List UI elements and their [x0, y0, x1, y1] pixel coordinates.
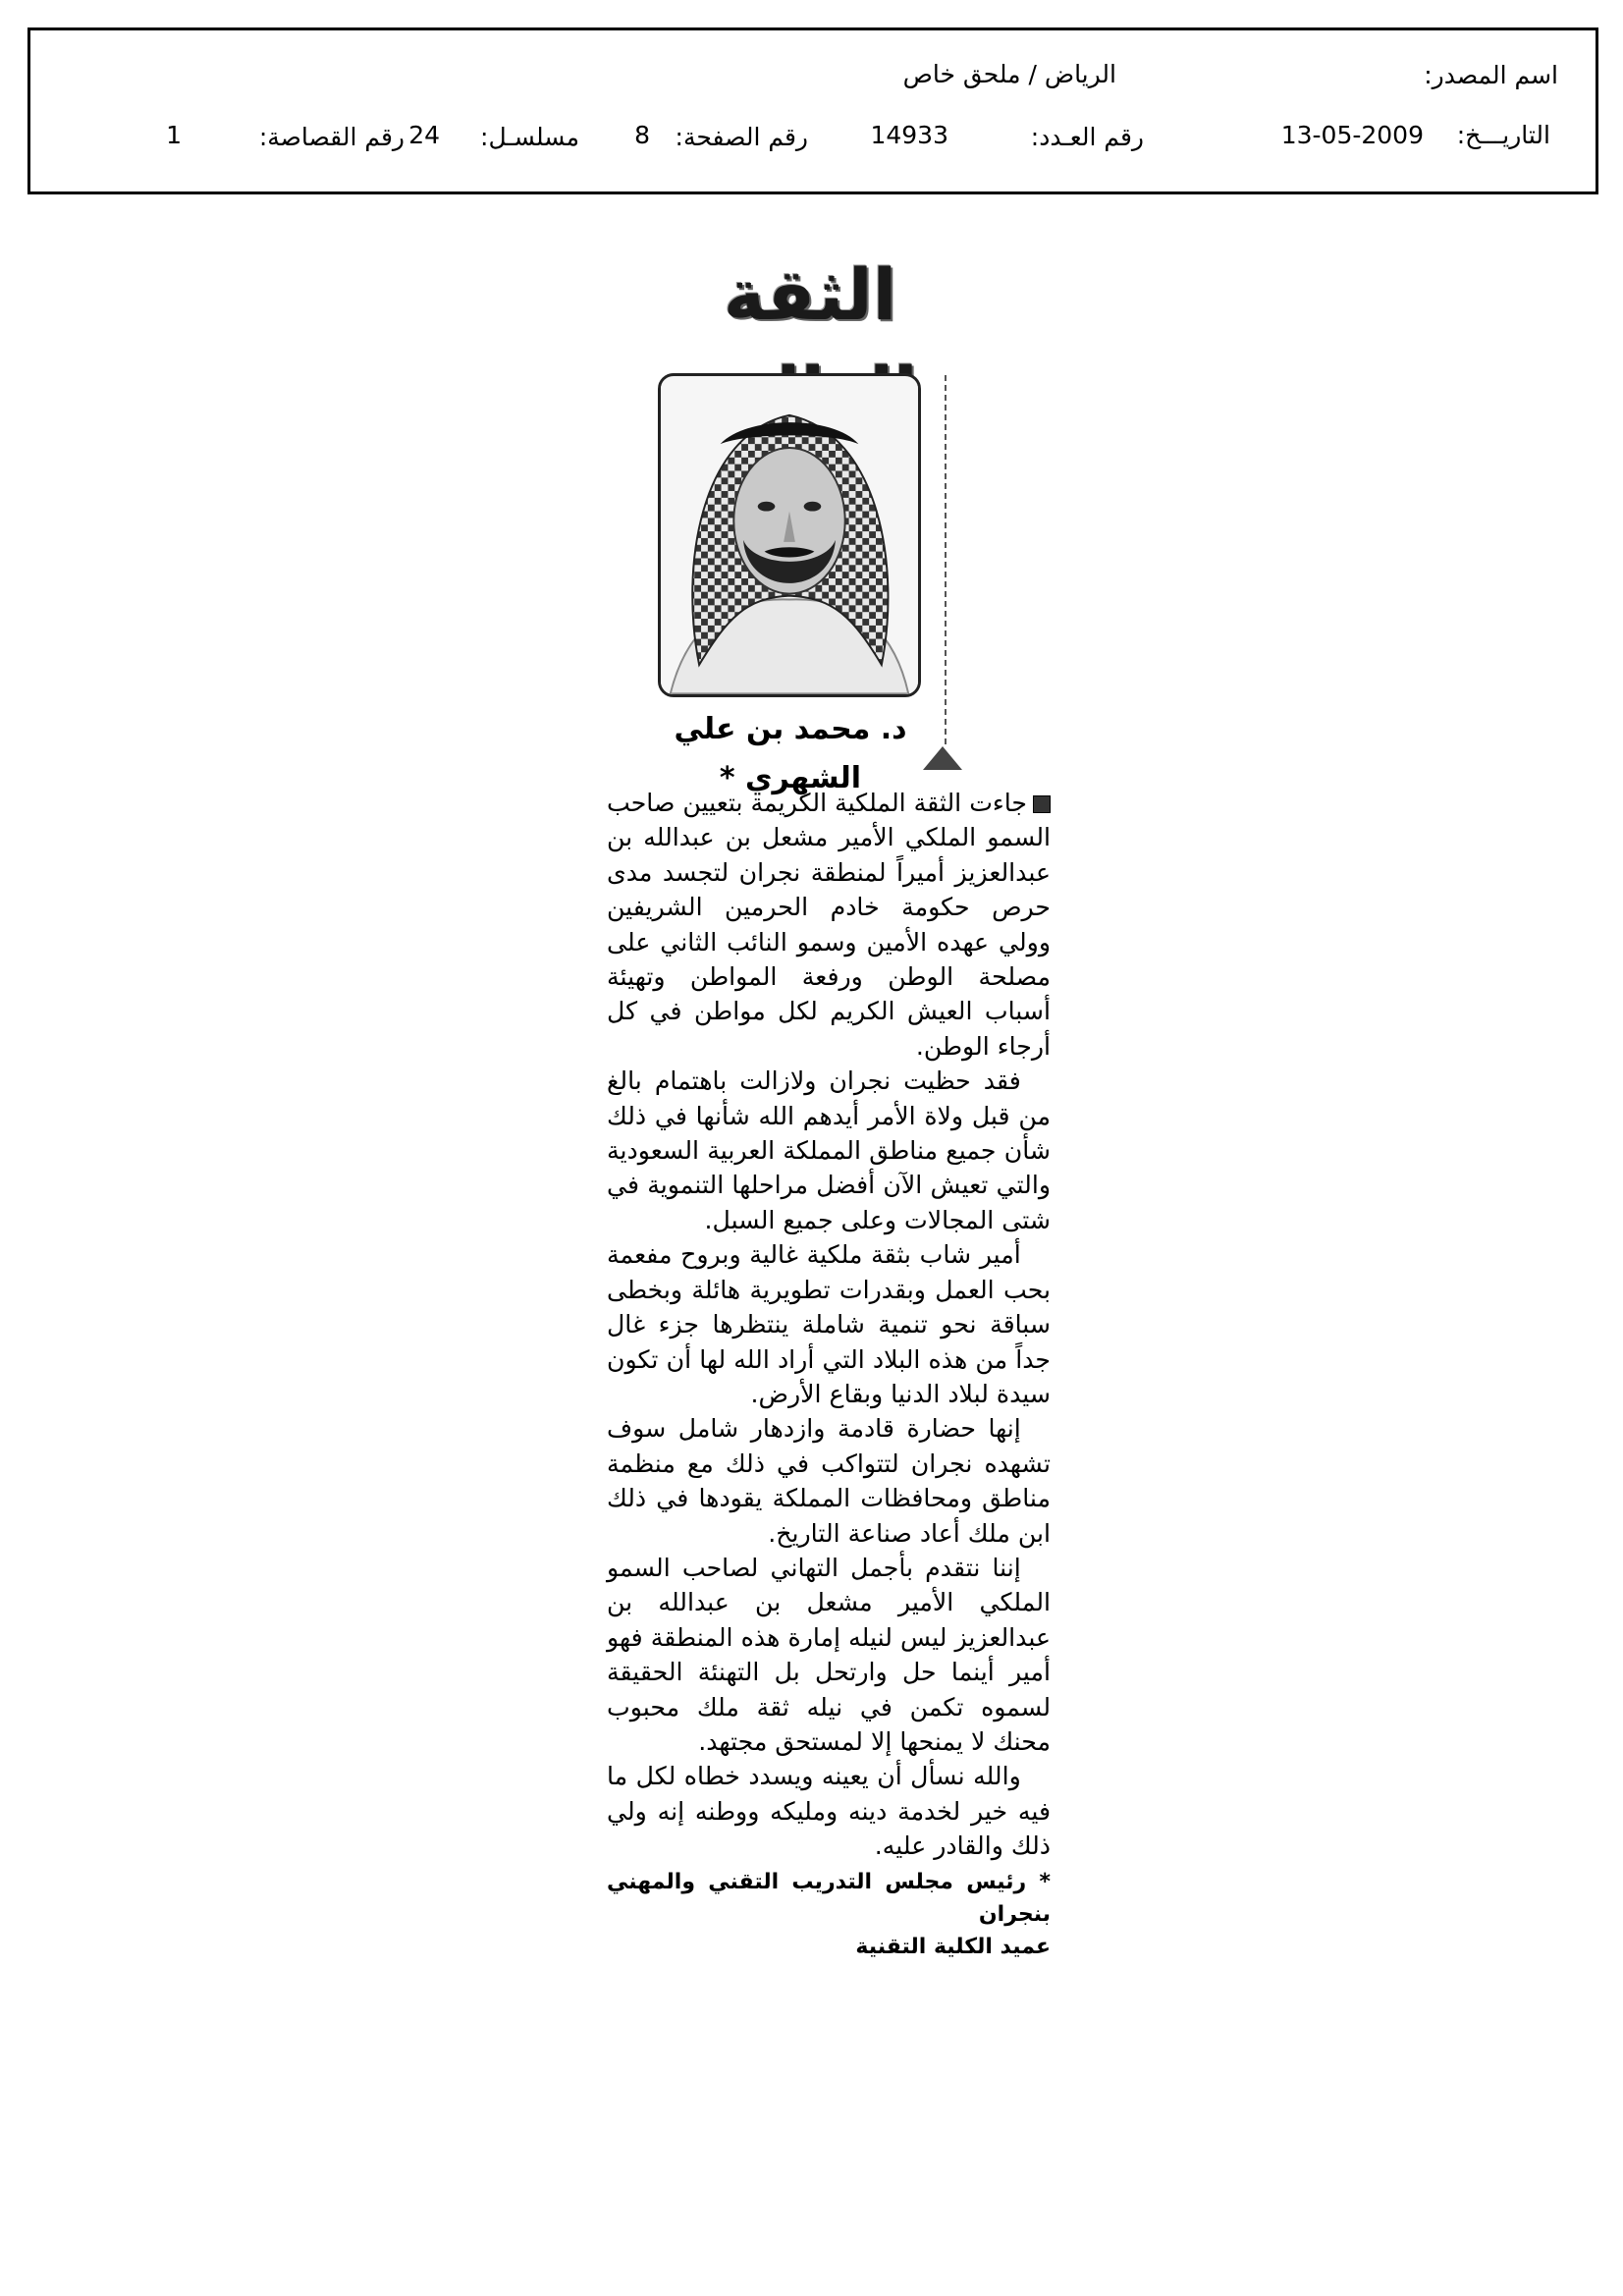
page-number-label: رقم الصفحة:: [675, 123, 808, 151]
article-body: [607, 786, 1051, 1963]
serial-value: 24: [408, 121, 440, 149]
article-paragraph-4: إنها حضارة قادمة وازدهار شامل سوف تشهده نجران لتتواكب في ذلك مع منظمة مناطق ومحافظات المملكة يقودها في ذلك ابن ملك أعاد صناعة التاريخ.: [607, 1414, 1051, 1548]
source-value: الرياض / ملحق خاص: [902, 60, 1116, 88]
article-paragraph-3: أمير شاب بثقة ملكية غالية وبروح مفعمة بحب العمل وبقدرات تطويرية هائلة وبخطى سباقة نحو تنمية شاملة ينتظرها جزء غال جداً من هذه البلاد التي أراد الله لها أن تكون سيدة لبلاد الدنيا وبقاع الأرض.: [607, 1240, 1051, 1408]
author-photo: [658, 373, 921, 697]
date-value: 13-05-2009: [1280, 121, 1424, 149]
date-label: التاريـــخ:: [1456, 121, 1550, 149]
issue-number-value: 14933: [870, 121, 948, 149]
author-portrait-icon: [661, 376, 918, 694]
triangle-ornament-icon: [923, 746, 962, 770]
clipping-number-value: 1: [166, 121, 182, 149]
square-bullet-icon: [1033, 795, 1051, 813]
article-title: الثقة: [723, 253, 897, 336]
issue-number-label: رقم العـدد:: [1030, 123, 1144, 151]
article-paragraph-1: جاءت الثقة الملكية الكريمة بتعيين صاحب السمو الملكي الأمير مشعل بن عبدالله بن عبدالعزيز أميراً لمنطقة نجران لتجسد مدى حرص حكومة خادم الحرمين الشريفين وولي عهده الأمين وسمو النائب الثاني على مصلحة الوطن ورفعة المواطن وتهيئة أسباب العيش الكريم لكل مواطن في كل أرجاء الوطن.: [607, 789, 1051, 1061]
byline-divider: [945, 375, 947, 748]
source-label: اسم المصدر:: [1424, 61, 1558, 89]
author-footnote: [607, 1866, 1051, 1963]
article-paragraph-5: إننا نتقدم بأجمل التهاني لصاحب السمو الملكي الأمير مشعل بن عبدالله بن عبدالعزيز ليس لنيله إمارة هذه المنطقة فهو أمير أينما حل وارتحل بل التهنئة الحقيقة لسموه تكمن في نيله ثقة ملك محبوب محنك لا يمنحها إلا لمستحق مجتهد.: [607, 1553, 1051, 1756]
author-byline: د. محمد بن علي الشهري *: [674, 712, 907, 795]
article-paragraph-6: والله نسأل أن يعينه ويسدد خطاه لكل ما فيه خير لخدمة دينه ومليكه ووطنه إنه ولي ذلك والقادر عليه.: [607, 1762, 1051, 1861]
article-paragraph-2: فقد حظيت نجران ولازالت باهتمام بالغ من قبل ولاة الأمر أيدهم الله شأنها في ذلك شأن جميع مناطق المملكة العربية السعودية والتي تعيش الآن أفضل مراحلها التنموية في شتى المجالات وعلى جميع السبل.: [607, 1066, 1051, 1234]
page-number-value: 8: [634, 121, 650, 149]
clipping-number-label: رقم القصاصة:: [258, 123, 405, 151]
footnote-line-1: * رئيس مجلس التدريب التقني والمهني بنجران: [607, 1869, 1051, 1927]
clipping-info-box: [27, 27, 1598, 194]
serial-label: مسلسـل:: [480, 123, 579, 151]
footnote-line-2: عميد الكلية التقنية: [855, 1934, 1051, 1959]
